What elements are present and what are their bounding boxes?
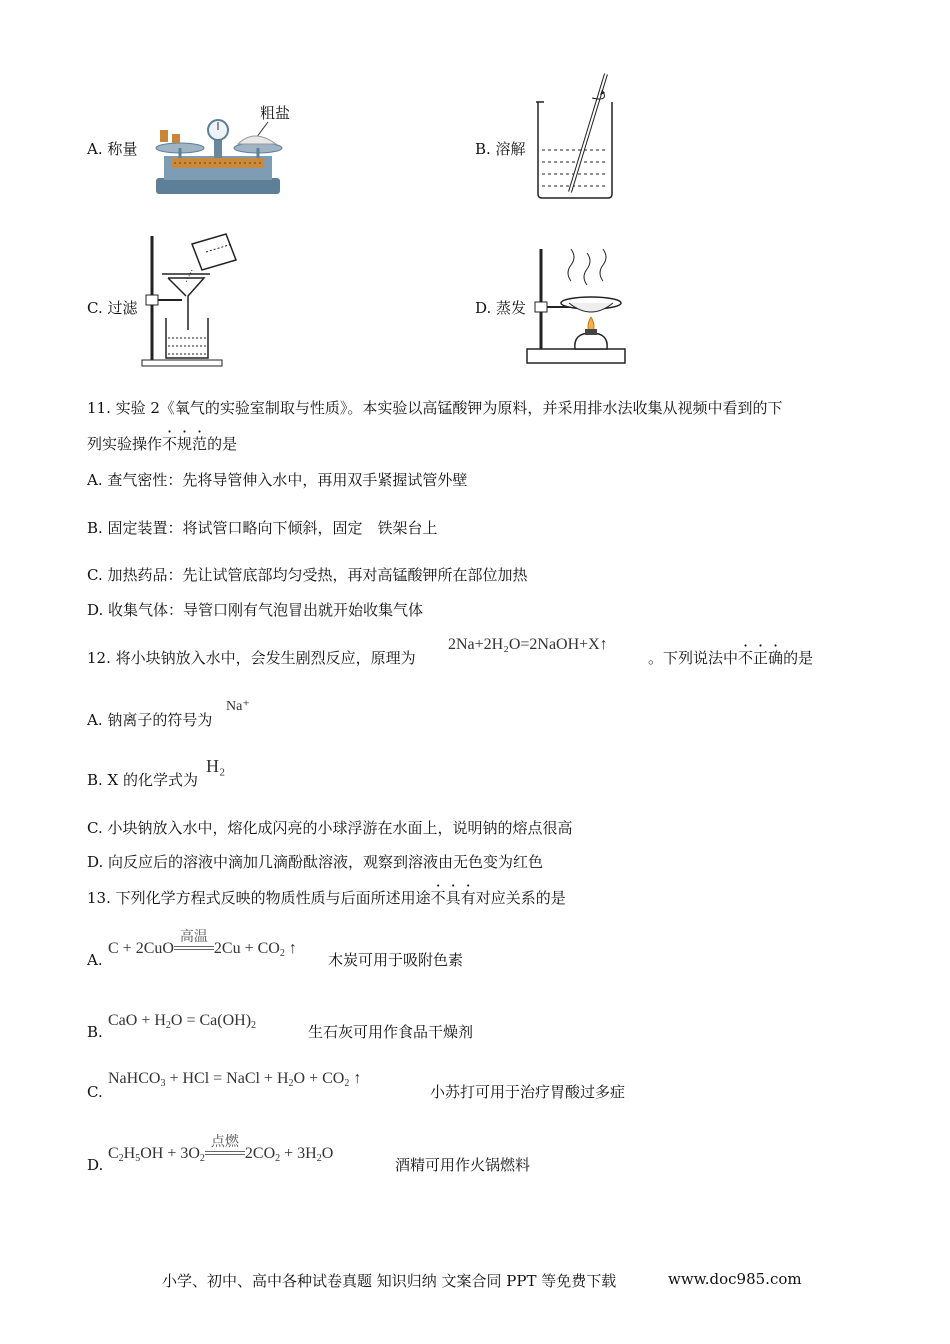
q11-option-b: B. 固定装置：将试管口略向下倾斜，固定 铁架台上 [87,519,438,537]
q12-option-a: A. 钠离子的符号为 [87,711,213,729]
q10-option-d: D. 蒸发 [475,299,527,317]
q12-equation: 2Na+2H₂O=2NaOH+X↑ [448,636,608,653]
q12-option-b: B. X 的化学式为 [87,771,199,789]
filtration-illustration [140,230,250,370]
q10-option-c: C. 过滤 [87,299,138,317]
q11-option-c: C. 加热药品：先让试管底部均匀受热，再对高锰酸钾所在部位加热 [87,566,528,584]
q13-option-c-letter: C. [87,1083,103,1101]
coarse-salt-label: 粗盐 [260,104,291,122]
q13-option-c-equation: NaHCO$_3$ + HCl = NaCl + $H_2O + CO_2$ ↑ [108,1070,362,1089]
q11-stem-line2: 列实验操作不规范的是 [87,435,238,453]
q11-stem-line1: 11. 实验 2《氧气的实验室制取与性质》。本实验以高锰酸钾为原料，并采用排水法收集从视频中看到的下 [87,399,783,417]
q13-option-d-equation: $C_2H_5OH + 3O_2$ 点燃 $2CO_2 + 3H_2O$ [108,1145,333,1164]
q13-option-c-use: 小苏打可用于治疗胃酸过多症 [430,1083,626,1101]
q13-option-a-equation: C + 2CuO 高温 $2Cu + CO_2$ ↑ [108,940,297,959]
condition-ignite: 点燃 [210,1134,239,1151]
q13-option-d-use: 酒精可用作火锅燃料 [395,1156,531,1174]
footer-url[interactable]: www.doc985.com [668,1270,802,1288]
q13-option-b-letter: B. [87,1023,103,1041]
q11-option-a: A. 查气密性：先将导管伸入水中，再用双手紧握试管外壁 [87,471,468,489]
q13-option-a-letter: A. [87,951,103,969]
q12-option-c: C. 小块钠放入水中，熔化成闪亮的小球浮游在水面上，说明钠的熔点很高 [87,819,573,837]
q10-option-b: B. 溶解 [475,140,526,158]
condition-high-temp: 高温 [179,929,208,946]
q13-option-d-letter: D. [87,1156,104,1174]
footer-text: 小学、初中、高中各种试卷真题 知识归纳 文案合同 PPT 等免费下载 [162,1272,617,1290]
evaporation-illustration [525,245,630,370]
q12-stem: 12. 将小块钠放入水中，会发生剧烈反应，原理为 [87,649,416,667]
q13-option-b-use: 生石灰可用作食品干燥剂 [308,1023,474,1041]
q13-stem: 13. 下列化学方程式反映的物质性质与后面所述用途不具有对应关系的是 [87,889,566,907]
x-formula: H₂ [206,756,226,776]
q13-option-b-equation: CaO + $H_2O = Ca(OH)_2$ [108,1012,257,1031]
q13-option-a-use: 木炭可用于吸附色素 [328,951,464,969]
q10-option-a: A. 称量 [87,140,138,158]
q12-stem-tail: 。下列说法中不正确的是 [648,649,814,667]
balance-scale-illustration [150,100,300,200]
beaker-stirring-illustration [530,70,625,200]
q11-option-d: D. 收集气体：导管口刚有气泡冒出就开始收集气体 [87,601,424,619]
q12-option-d: D. 向反应后的溶液中滴加几滴酚酞溶液，观察到溶液由无色变为红色 [87,853,544,871]
sodium-ion-formula: Na⁺ [226,699,250,714]
